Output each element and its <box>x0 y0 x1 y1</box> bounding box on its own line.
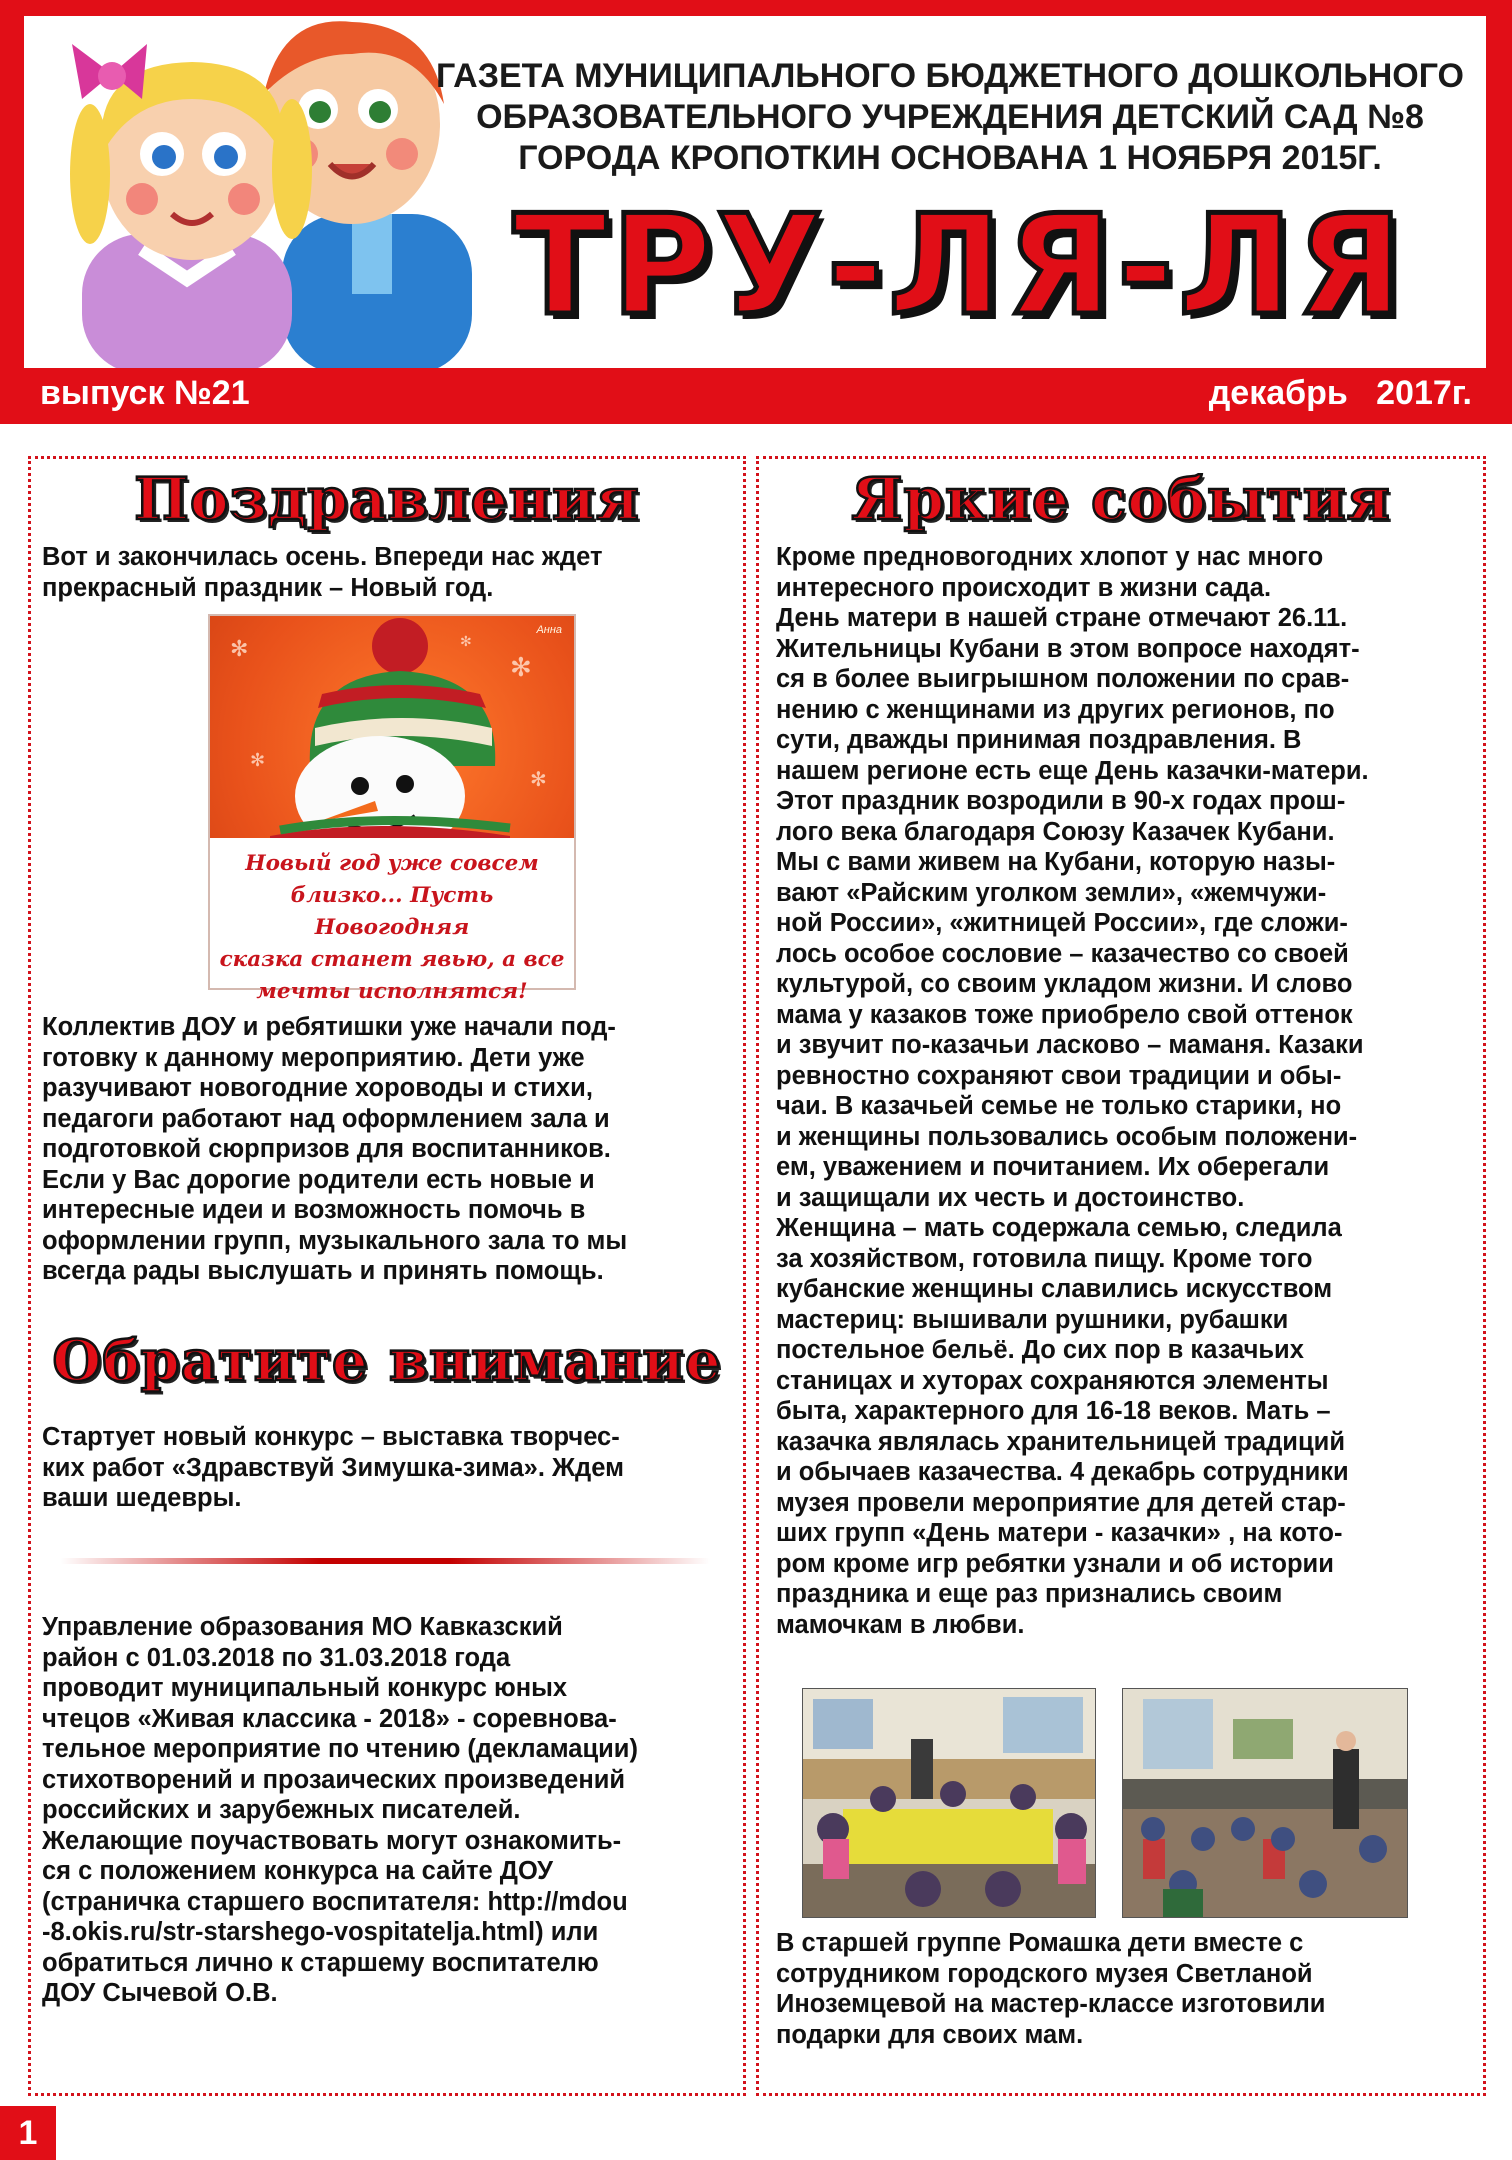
text-line: культурой, со своим укладом жизни. И слово <box>776 970 1353 998</box>
text-line: ревностно сохраняют свои традиции и обы- <box>776 1061 1342 1090</box>
text-line: мама у казаков тоже приобрело свой оттенок <box>776 1000 1353 1029</box>
text-line: быта, характерного для 16-18 веков. Мать – <box>776 1397 1331 1425</box>
text-line: Мы с вами живем на Кубани, которую назы- <box>776 848 1336 876</box>
caption-line: Новый год уже совсем <box>245 851 539 876</box>
text-line: ваши шедевры. <box>42 1484 242 1512</box>
caption-line: мечты исполнятся! <box>256 979 528 1004</box>
text-line: вают «Райским уголком земли», «жемчужи- <box>776 878 1327 907</box>
card-signature: Анна <box>536 624 562 636</box>
section-divider <box>60 1558 710 1564</box>
text-line: ся с положением конкурса на сайте ДОУ <box>42 1857 554 1885</box>
text-line: ких работ «Здравствуй Зимушка-зима». Ждем <box>42 1453 624 1482</box>
events-paragraph <box>776 542 1486 1640</box>
caption-line: близко... Пусть Новогодняя <box>290 883 494 940</box>
photo-caption <box>776 1928 1486 2050</box>
text-line: чтецов «Живая классика - 2018» - соревнова- <box>42 1704 617 1733</box>
text-line: и женщины пользовались особым положени- <box>776 1122 1358 1151</box>
subtitle-line: ГАЗЕТА МУНИЦИПАЛЬНОГО БЮДЖЕТНОГО ДОШКОЛЬНОГО <box>436 57 1464 95</box>
text-line: Коллектив ДОУ и ребятишки уже начали под- <box>42 1013 616 1041</box>
text-line: станицах и хуторах сохраняются элементы <box>776 1366 1329 1395</box>
subtitle-line: ГОРОДА КРОПОТКИН ОСНОВАНА 1 НОЯБРЯ 2015Г. <box>518 139 1382 177</box>
text-line: Жительницы Кубани в этом вопросе находят- <box>776 634 1360 663</box>
text-line: интересные идеи и возможность помочь в <box>42 1196 586 1224</box>
text-line: Иноземцевой на мастер-классе изготовили <box>776 1990 1326 2018</box>
text-line: сути, дважды принимая поздравления. В <box>776 726 1302 754</box>
card-caption <box>216 848 568 1008</box>
photo-museum-lesson <box>1122 1688 1408 1918</box>
svg-text:✻: ✻ <box>510 652 532 682</box>
text-line: ной России», «житницей России», где сложи- <box>776 909 1348 937</box>
text-line: -8.okis.ru/str-starshego-vospitatelja.html) или <box>42 1918 599 1946</box>
text-line: и защищали их честь и достоинство. <box>776 1183 1245 1212</box>
svg-text:✻: ✻ <box>250 750 266 770</box>
text-line: стихотворений и прозаических произведений <box>42 1765 626 1794</box>
subtitle-line: ОБРАЗОВАТЕЛЬНОГО УЧРЕЖДЕНИЯ ДЕТСКИЙ САД №8 <box>476 98 1424 136</box>
classroom-photo-1 <box>803 1689 1095 1917</box>
text-line: мастериц: вышивали рушники, рубашки <box>776 1305 1289 1334</box>
text-line: чаи. В казачьей семье не только старики, но <box>776 1092 1342 1120</box>
text-line: Желающие поучаствовать могут ознакомить- <box>42 1826 622 1855</box>
caption-line: сказка станет явью, а все <box>219 947 565 972</box>
snowman-illustration <box>210 616 574 846</box>
children-mascot-illustration <box>52 4 482 364</box>
issue-number: выпуск №21 <box>40 374 250 412</box>
newspaper-subtitle <box>430 56 1470 179</box>
text-line: мамочкам в любви. <box>776 1610 1025 1639</box>
heading-attention: Обратите внимание <box>52 1328 722 1394</box>
text-line: Этот праздник возродили в 90-х годах прош- <box>776 787 1346 815</box>
text-line: ших групп «День матери - казачки» , на кото- <box>776 1519 1343 1547</box>
text-line: музея провели мероприятие для детей стар- <box>776 1488 1346 1517</box>
text-line: Женщина – мать содержала семью, следила <box>776 1214 1342 1242</box>
text-line: казачка являлась хранительницей традиций <box>776 1427 1345 1456</box>
photo-workshop-table <box>802 1688 1096 1918</box>
heading-congratulations: Поздравления <box>134 465 640 533</box>
newspaper-title: ТРУ-ЛЯ-ЛЯ <box>513 185 1407 346</box>
text-line: праздника и еще раз признались своим <box>776 1580 1283 1608</box>
reading-contest-paragraph <box>42 1612 742 2009</box>
issue-date: декабрь 2017г. <box>1208 374 1472 412</box>
preparation-paragraph <box>42 1012 742 1287</box>
text-line: лого века благодаря Союзу Казачек Кубани. <box>776 817 1335 846</box>
text-line: День матери в нашей стране отмечают 26.11. <box>776 604 1348 632</box>
new-year-greeting-card <box>208 614 576 1004</box>
text-line: лось особое сословие – казачество со своей <box>776 939 1349 968</box>
text-line: проводит муниципальный конкурс юных <box>42 1674 568 1702</box>
text-line: за хозяйством, готовила пищу. Кроме того <box>776 1244 1313 1273</box>
text-line: постельное бельё. До сих пор в казачьих <box>776 1336 1304 1364</box>
text-line: педагоги работают над оформлением зала и <box>42 1104 610 1133</box>
text-line: В старшей группе Ромашка дети вместе с <box>776 1929 1304 1957</box>
svg-text:✻: ✻ <box>460 633 472 649</box>
text-line: российских и зарубежных писателей. <box>42 1796 521 1824</box>
text-line: нашем регионе есть еще День казачки-матери. <box>776 756 1369 785</box>
text-line: ся в более выигрышном положении по срав- <box>776 665 1350 693</box>
text-line: нению с женщинами из других регионов, по <box>776 695 1335 724</box>
text-line: сотрудником городского музея Светланой <box>776 1959 1313 1988</box>
text-line: Кроме предновогодних хлопот у нас много <box>776 543 1324 571</box>
page-number: 1 <box>0 2106 56 2160</box>
heading-events: Яркие события <box>851 465 1391 533</box>
text-line: (страничка старшего воспитателя: http://mdou <box>42 1887 628 1916</box>
text-line: обратиться лично к старшему воспитателю <box>42 1948 599 1977</box>
masthead <box>0 0 1512 424</box>
text-line: и звучит по-казачьи ласково – маманя. Казаки <box>776 1031 1364 1059</box>
text-line: разучивают новогодние хороводы и стихи, <box>42 1074 593 1102</box>
text-line: район с 01.03.2018 по 31.03.2018 года <box>42 1643 511 1672</box>
contest-paragraph <box>42 1422 742 1514</box>
text-line: всегда рады выслушать и принять помощь. <box>42 1257 604 1285</box>
text-line: оформлении групп, музыкального зала то мы <box>42 1226 628 1255</box>
text-line: интересного происходит в жизни сада. <box>776 573 1272 602</box>
text-line: Стартует новый конкурс – выставка творчес- <box>42 1423 620 1451</box>
classroom-photo-2 <box>1123 1689 1407 1917</box>
text-line: Вот и закончилась осень. Впереди нас ждет <box>42 543 603 571</box>
text-line: ДОУ Сычевой О.В. <box>42 1979 278 2007</box>
text-line: подарки для своих мам. <box>776 2020 1084 2049</box>
text-line: Управление образования МО Кавказский <box>42 1613 563 1641</box>
intro-paragraph <box>42 542 742 603</box>
text-line: кубанские женщины славились искусством <box>776 1275 1333 1303</box>
svg-text:✻: ✻ <box>230 636 249 661</box>
text-line: тельное мероприятие по чтению (декламации) <box>42 1735 638 1763</box>
text-line: прекрасный праздник – Новый год. <box>42 573 494 602</box>
text-line: ром кроме игр ребятки узнали и об истории <box>776 1549 1334 1578</box>
text-line: ем, уважением и почитанием. Их оберегали <box>776 1153 1330 1181</box>
text-line: и обычаев казачества. 4 декабрь сотрудники <box>776 1458 1349 1486</box>
svg-text:✻: ✻ <box>530 769 547 791</box>
text-line: подготовкой сюрпризов для воспитанников. <box>42 1135 611 1163</box>
text-line: готовку к данному мероприятию. Дети уже <box>42 1043 585 1072</box>
text-line: Если у Вас дорогие родители есть новые и <box>42 1165 595 1194</box>
